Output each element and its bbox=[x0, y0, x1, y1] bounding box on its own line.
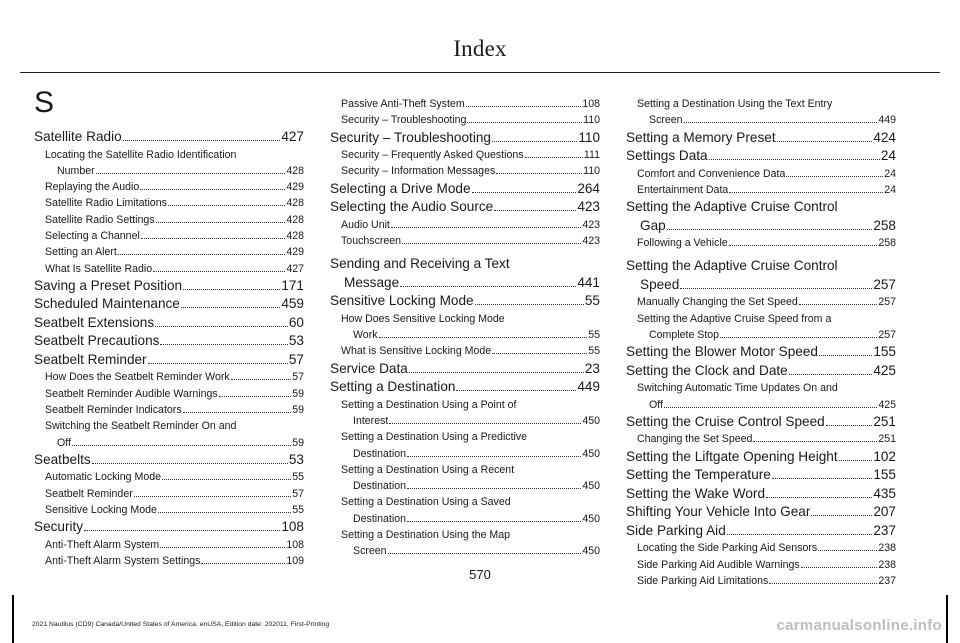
entry-text: Automatic Locking Mode bbox=[45, 471, 162, 484]
dot-leader bbox=[389, 423, 581, 424]
dot-leader bbox=[183, 412, 292, 413]
index-subentry bbox=[330, 311, 600, 344]
index-subentry bbox=[34, 486, 304, 502]
dot-leader bbox=[799, 304, 878, 305]
dot-leader bbox=[72, 445, 291, 446]
index-subentry bbox=[330, 527, 600, 560]
entry-text-continued: Off bbox=[649, 398, 663, 411]
dot-leader bbox=[709, 159, 880, 160]
entry-text-continued: Number bbox=[57, 164, 95, 177]
index-subentry bbox=[330, 112, 600, 128]
entry-text: Setting a Destination Using a Point of bbox=[341, 398, 517, 411]
entry-text: Security – Troubleshooting bbox=[330, 129, 491, 145]
page-title: Index bbox=[453, 36, 507, 61]
entry-text: Seatbelt Extensions bbox=[34, 314, 155, 330]
index-subentry bbox=[34, 402, 304, 418]
entry-text: Locating the Side Parking Aid Sensors bbox=[637, 542, 818, 555]
page-ref: 423 bbox=[582, 218, 600, 231]
dot-leader bbox=[388, 553, 582, 554]
index-entry bbox=[34, 277, 304, 296]
entry-text: Security – Frequently Asked Questions bbox=[341, 149, 524, 162]
entry-text: Side Parking Aid Limitations bbox=[637, 574, 769, 587]
page-ref: 53 bbox=[288, 333, 304, 349]
index-subentry bbox=[626, 294, 896, 310]
dot-leader bbox=[181, 307, 280, 308]
entry-text: Passive Anti-Theft System bbox=[341, 98, 465, 110]
dot-leader bbox=[466, 106, 582, 107]
page-ref: 238 bbox=[878, 558, 896, 571]
entry-text: Setting an Alert bbox=[45, 246, 117, 259]
dot-leader bbox=[407, 521, 581, 522]
page-ref: 110 bbox=[583, 165, 600, 178]
entry-text: Seatbelt Reminder Audible Warnings bbox=[45, 387, 218, 400]
page-number: 570 bbox=[469, 567, 491, 582]
entry-text: Service Data bbox=[330, 360, 408, 376]
entry-text: Seatbelt Reminder bbox=[45, 487, 133, 500]
index-entry bbox=[626, 522, 896, 541]
entry-text: Side Parking Aid Audible Warnings bbox=[637, 558, 800, 571]
page-ref: 155 bbox=[873, 344, 896, 360]
dot-leader bbox=[141, 238, 285, 239]
page-ref: 109 bbox=[286, 555, 304, 568]
entry-text: Switching Automatic Time Updates On and bbox=[637, 382, 838, 395]
dot-leader bbox=[183, 289, 280, 290]
index-entry bbox=[330, 255, 600, 292]
entry-text: How Does the Seatbelt Reminder Work bbox=[45, 371, 230, 384]
entry-text: Comfort and Convenience Data bbox=[637, 167, 786, 180]
page-ref: 264 bbox=[577, 180, 600, 196]
footer-edition-text: 2021 Nautilus (CD9) Canada/United States of America, enUSA, Edition date: 202011, First-Printing bbox=[32, 621, 330, 628]
dot-leader bbox=[826, 425, 873, 426]
index-entry bbox=[34, 351, 304, 370]
index-subentry bbox=[330, 217, 600, 233]
page-ref: 24 bbox=[884, 183, 896, 196]
index-entry bbox=[626, 503, 896, 522]
index-entry bbox=[626, 466, 896, 485]
dot-leader bbox=[407, 456, 581, 457]
index-entry bbox=[626, 257, 896, 294]
entry-text: Setting the Wake Word bbox=[626, 485, 766, 501]
index-subentry bbox=[626, 96, 896, 129]
page-ref: 450 bbox=[582, 480, 600, 493]
entry-text: Side Parking Aid bbox=[626, 522, 726, 538]
page-ref: 429 bbox=[286, 181, 304, 194]
page-ref: 238 bbox=[878, 542, 896, 555]
index-subentry bbox=[34, 228, 304, 244]
entry-text: Satellite Radio Settings bbox=[45, 213, 155, 226]
entry-text-continued: Destination bbox=[353, 512, 406, 525]
index-entry bbox=[626, 413, 896, 432]
dot-leader bbox=[162, 479, 291, 480]
entry-text: Selecting a Channel bbox=[45, 229, 140, 242]
page-ref: 110 bbox=[583, 114, 600, 127]
dot-leader bbox=[160, 344, 287, 345]
page-ref: 441 bbox=[577, 274, 600, 290]
page-ref: 257 bbox=[873, 276, 896, 292]
index-subentry bbox=[330, 397, 600, 430]
dot-leader bbox=[156, 222, 286, 223]
entry-text: Setting the Adaptive Cruise Control bbox=[626, 199, 838, 215]
dot-leader bbox=[391, 227, 581, 228]
crop-mark-right bbox=[946, 595, 948, 643]
dot-leader bbox=[818, 550, 877, 551]
index-subentry bbox=[34, 261, 304, 277]
dot-leader bbox=[680, 288, 872, 289]
entry-text: Scheduled Maintenance bbox=[34, 296, 180, 312]
entry-text: Security – Troubleshooting bbox=[341, 114, 467, 127]
dot-leader bbox=[475, 304, 584, 305]
index-subentry bbox=[330, 343, 600, 359]
page-ref: 425 bbox=[878, 398, 896, 411]
dot-leader bbox=[92, 463, 288, 464]
index-entry bbox=[626, 485, 896, 504]
index-subentry bbox=[626, 311, 896, 344]
entry-text: Setting the Liftgate Opening Height bbox=[626, 448, 838, 464]
dot-leader bbox=[158, 512, 291, 513]
index-subentry bbox=[34, 418, 304, 451]
entry-text: Sensitive Locking Mode bbox=[45, 503, 157, 516]
page-ref: 59 bbox=[292, 436, 304, 449]
dot-leader bbox=[772, 478, 872, 479]
dot-leader bbox=[777, 141, 873, 142]
page-ref: 423 bbox=[577, 199, 600, 215]
page-ref: 24 bbox=[884, 167, 896, 180]
entry-text: Seatbelt Reminder bbox=[34, 351, 147, 367]
entry-text: Setting a Destination Using a Predictive bbox=[341, 431, 528, 444]
page-ref: 428 bbox=[286, 164, 304, 177]
index-subentry bbox=[626, 540, 896, 556]
index-subentry bbox=[626, 182, 896, 198]
dot-leader bbox=[201, 563, 285, 564]
section-letter: S bbox=[34, 86, 55, 119]
page-ref: 257 bbox=[878, 296, 896, 309]
page-ref: 57 bbox=[292, 371, 304, 384]
dot-leader bbox=[160, 547, 285, 548]
entry-text: Security – Information Messages bbox=[341, 165, 496, 178]
entry-text: Setting a Destination Using the Map bbox=[341, 529, 511, 542]
entry-text-continued: Destination bbox=[353, 447, 406, 460]
dot-leader bbox=[525, 157, 583, 158]
entry-text: Satellite Radio bbox=[34, 129, 122, 144]
index-entry bbox=[626, 343, 896, 362]
page-ref: 237 bbox=[873, 522, 896, 538]
entry-text: Changing the Set Speed bbox=[637, 433, 753, 446]
index-column-1 bbox=[34, 128, 304, 569]
dot-leader bbox=[456, 390, 576, 391]
dot-leader bbox=[467, 122, 582, 123]
entry-text-continued: Destination bbox=[353, 480, 406, 493]
entry-text: Setting the Adaptive Cruise Control bbox=[626, 258, 838, 274]
dot-leader bbox=[409, 372, 584, 373]
page-ref: 171 bbox=[281, 277, 304, 293]
entry-text: Setting the Cruise Control Speed bbox=[626, 413, 825, 429]
entry-text: Touchscreen bbox=[341, 234, 402, 247]
entry-text: Replaying the Audio bbox=[45, 181, 140, 194]
dot-leader bbox=[720, 337, 877, 338]
page-ref: 427 bbox=[281, 129, 304, 144]
entry-text: Selecting a Drive Mode bbox=[330, 180, 471, 196]
entry-text: Shifting Your Vehicle Into Gear bbox=[626, 504, 811, 520]
index-entry bbox=[34, 295, 304, 314]
page-ref: 435 bbox=[873, 485, 896, 501]
dot-leader bbox=[753, 441, 877, 442]
dot-leader bbox=[494, 210, 576, 211]
page-ref: 110 bbox=[578, 129, 600, 145]
page-ref: 57 bbox=[292, 487, 304, 500]
dot-leader bbox=[379, 337, 588, 338]
page-ref: 425 bbox=[873, 362, 896, 378]
dot-leader bbox=[148, 363, 288, 364]
index-subentry bbox=[330, 462, 600, 495]
dot-leader bbox=[729, 245, 878, 246]
index-entry bbox=[626, 362, 896, 381]
index-entry bbox=[34, 332, 304, 351]
page-ref: 24 bbox=[880, 148, 896, 164]
index-subentry bbox=[34, 369, 304, 385]
dot-leader bbox=[402, 243, 581, 244]
entry-text-continued: Message bbox=[344, 274, 400, 290]
dot-leader bbox=[219, 396, 291, 397]
page-ref: 450 bbox=[582, 512, 600, 525]
index-subentry bbox=[626, 380, 896, 413]
dot-leader bbox=[155, 326, 288, 327]
crop-mark-left bbox=[12, 595, 14, 643]
index-subentry bbox=[330, 494, 600, 527]
dot-leader bbox=[766, 497, 872, 498]
index-subentry bbox=[330, 429, 600, 462]
index-subentry bbox=[34, 179, 304, 195]
entry-text: Seatbelt Reminder Indicators bbox=[45, 403, 182, 416]
dot-leader bbox=[684, 122, 878, 123]
page-ref: 459 bbox=[281, 296, 304, 312]
page-ref: 449 bbox=[577, 379, 600, 395]
entry-text: Entertainment Data bbox=[637, 183, 729, 196]
page-ref: 57 bbox=[288, 351, 304, 367]
entry-text: What is Sensitive Locking Mode bbox=[341, 345, 492, 358]
dot-leader bbox=[134, 496, 291, 497]
dot-leader bbox=[96, 173, 286, 174]
page-ref: 427 bbox=[286, 262, 304, 275]
page-ref: 55 bbox=[588, 345, 600, 358]
index-subentry bbox=[330, 163, 600, 179]
entry-text: Following a Vehicle bbox=[637, 237, 728, 250]
dot-leader bbox=[496, 173, 582, 174]
index-column-2 bbox=[330, 96, 600, 560]
page-ref: 108 bbox=[582, 98, 600, 110]
page-ref: 53 bbox=[288, 451, 304, 467]
entry-text: Setting the Clock and Date bbox=[626, 362, 788, 378]
entry-text: Setting a Memory Preset bbox=[626, 129, 776, 145]
page-ref: 102 bbox=[873, 448, 896, 464]
dot-leader bbox=[140, 189, 285, 190]
page-ref: 257 bbox=[878, 329, 896, 342]
dot-leader bbox=[472, 192, 577, 193]
entry-text: Setting a Destination Using a Saved bbox=[341, 496, 511, 509]
page-ref: 59 bbox=[292, 387, 304, 400]
dot-leader bbox=[789, 374, 873, 375]
page-ref: 207 bbox=[873, 504, 896, 520]
page-ref: 450 bbox=[582, 414, 600, 427]
index-column-3 bbox=[626, 96, 896, 589]
page-ref: 258 bbox=[873, 217, 896, 233]
dot-leader bbox=[839, 460, 873, 461]
index-subentry bbox=[626, 235, 896, 251]
index-subentry bbox=[330, 96, 600, 112]
entry-text: Sensitive Locking Mode bbox=[330, 293, 474, 309]
index-entry bbox=[626, 129, 896, 148]
page-ref: 423 bbox=[582, 234, 600, 247]
entry-text: Setting the Blower Motor Speed bbox=[626, 344, 818, 360]
dot-leader bbox=[168, 205, 285, 206]
entry-text: Setting a Destination bbox=[330, 379, 456, 395]
index-subentry bbox=[34, 386, 304, 402]
dot-leader bbox=[153, 271, 285, 272]
entry-text: Audio Unit bbox=[341, 218, 390, 231]
index-subentry bbox=[330, 233, 600, 249]
index-entry bbox=[330, 129, 600, 148]
dot-leader bbox=[123, 140, 281, 141]
page-ref: 428 bbox=[286, 229, 304, 242]
index-subentry bbox=[34, 147, 304, 180]
index-entry bbox=[626, 198, 896, 235]
dot-leader bbox=[231, 379, 292, 380]
entry-text-continued: Work bbox=[353, 329, 378, 342]
page-ref: 55 bbox=[292, 503, 304, 516]
entry-text-continued: Gap bbox=[640, 217, 666, 233]
entry-text: Setting a Destination Using the Text Entry bbox=[637, 98, 833, 110]
entry-text: Seatbelt Precautions bbox=[34, 333, 160, 349]
index-subentry bbox=[626, 431, 896, 447]
dot-leader bbox=[400, 286, 576, 287]
dot-leader bbox=[664, 407, 877, 408]
dot-leader bbox=[729, 192, 883, 193]
dot-leader bbox=[786, 176, 883, 177]
index-subentry bbox=[34, 537, 304, 553]
index-entry bbox=[34, 518, 304, 537]
index-subentry bbox=[330, 147, 600, 163]
entry-text: Sending and Receiving a Text bbox=[330, 256, 510, 272]
index-entry bbox=[626, 147, 896, 166]
dot-leader bbox=[811, 515, 872, 516]
page-ref: 111 bbox=[583, 149, 600, 162]
header-divider bbox=[20, 72, 940, 73]
page-ref: 55 bbox=[588, 329, 600, 342]
watermark: carmanualsonline.info bbox=[776, 617, 942, 634]
entry-text-continued: Speed bbox=[640, 276, 680, 292]
index-subentry bbox=[626, 166, 896, 182]
entry-text: Saving a Preset Position bbox=[34, 277, 183, 293]
page-ref: 424 bbox=[873, 129, 896, 145]
index-subentry bbox=[34, 195, 304, 211]
dot-leader bbox=[727, 534, 873, 535]
entry-text: Security bbox=[34, 519, 84, 535]
entry-text: Switching the Seatbelt Reminder On and bbox=[45, 420, 237, 433]
entry-text: Locating the Satellite Radio Identification bbox=[45, 148, 237, 161]
page-ref: 450 bbox=[582, 545, 600, 558]
index-subentry bbox=[34, 212, 304, 228]
dot-leader bbox=[769, 583, 877, 584]
dot-leader bbox=[819, 355, 872, 356]
page-ref: 428 bbox=[286, 213, 304, 226]
entry-text: How Does Sensitive Locking Mode bbox=[341, 312, 505, 325]
entry-text: Settings Data bbox=[626, 148, 708, 164]
page-ref: 23 bbox=[584, 360, 600, 376]
index-entry bbox=[330, 360, 600, 379]
page-ref: 55 bbox=[584, 293, 600, 309]
dot-leader bbox=[667, 229, 873, 230]
index-entry bbox=[34, 128, 304, 147]
index-subentry bbox=[34, 502, 304, 518]
index-entry bbox=[330, 198, 600, 217]
page-ref: 449 bbox=[878, 114, 896, 127]
page-ref: 251 bbox=[873, 413, 896, 429]
page-ref: 258 bbox=[878, 237, 896, 250]
dot-leader bbox=[492, 141, 577, 142]
index-entry bbox=[34, 451, 304, 470]
entry-text: Anti-Theft Alarm System Settings bbox=[45, 555, 201, 568]
index-entry bbox=[330, 292, 600, 311]
index-entry bbox=[626, 448, 896, 467]
entry-text: Setting the Adaptive Cruise Speed from a bbox=[637, 312, 832, 325]
index-subentry bbox=[34, 469, 304, 485]
entry-text-continued: Screen bbox=[353, 545, 387, 558]
entry-text: What Is Satellite Radio bbox=[45, 262, 153, 275]
dot-leader bbox=[407, 488, 581, 489]
page-ref: 60 bbox=[288, 314, 304, 330]
page-ref: 108 bbox=[286, 538, 304, 551]
page-ref: 429 bbox=[286, 246, 304, 259]
page-ref: 155 bbox=[873, 467, 896, 483]
page-ref: 55 bbox=[292, 471, 304, 484]
dot-leader bbox=[492, 353, 587, 354]
page-ref: 450 bbox=[582, 447, 600, 460]
page-ref: 59 bbox=[292, 403, 304, 416]
entry-text: Seatbelts bbox=[34, 451, 91, 467]
entry-text: Selecting the Audio Source bbox=[330, 199, 494, 215]
entry-text: Setting the Temperature bbox=[626, 467, 771, 483]
entry-text: Setting a Destination Using a Recent bbox=[341, 463, 515, 476]
entry-text-continued: Off bbox=[57, 436, 71, 449]
dot-leader bbox=[118, 254, 285, 255]
page-ref: 428 bbox=[286, 197, 304, 210]
entry-text: Anti-Theft Alarm System bbox=[45, 538, 160, 551]
index-entry bbox=[330, 378, 600, 397]
page-ref: 108 bbox=[281, 519, 304, 535]
page-ref: 237 bbox=[878, 574, 896, 587]
entry-text: Satellite Radio Limitations bbox=[45, 197, 167, 210]
page-ref: 251 bbox=[878, 433, 896, 446]
entry-text-continued: Interest bbox=[353, 414, 389, 427]
dot-leader bbox=[84, 530, 280, 531]
entry-text-continued: Screen bbox=[649, 114, 683, 127]
index-entry bbox=[330, 180, 600, 199]
index-subentry bbox=[34, 244, 304, 260]
index-entry bbox=[34, 314, 304, 333]
entry-text-continued: Complete Stop bbox=[649, 329, 720, 342]
entry-text: Manually Changing the Set Speed bbox=[637, 296, 798, 309]
